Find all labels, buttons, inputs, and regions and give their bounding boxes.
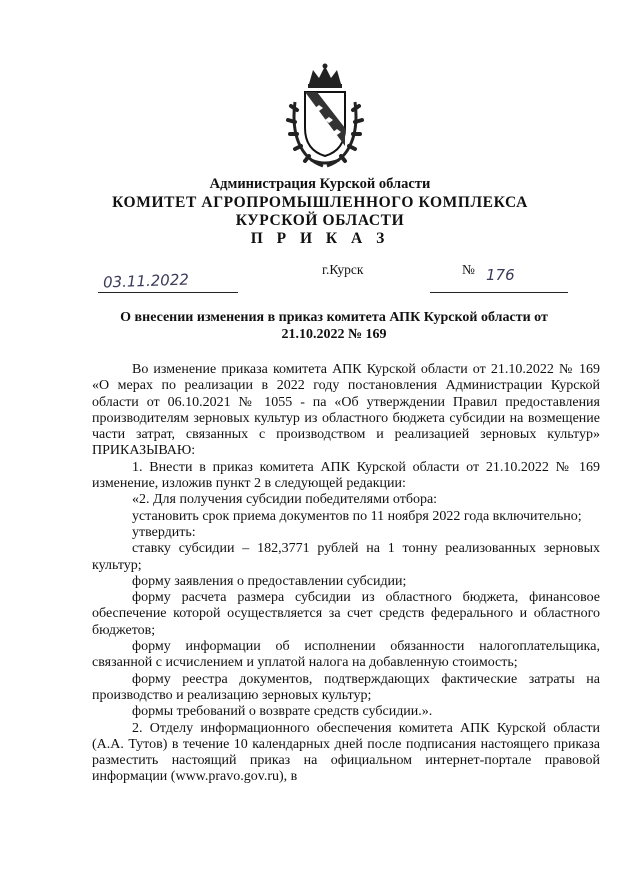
paragraph-form-calculation: форму расчета размера субсидии из областного бюджета, финансовое обеспечение которой осуществляется за счет средств федерального и областного бюджетов; [92,590,600,638]
committee-title: КОМИТЕТ АГРОПРОМЫШЛЕННОГО КОМПЛЕКСА [112,194,528,211]
subject-line-2: 21.10.2022 № 169 [281,327,387,342]
number-underline [430,292,568,293]
administration-title: Администрация Курской области [209,176,431,192]
paragraph-approve: утвердить: [132,524,196,540]
order-body [92,362,600,786]
paragraph-preamble: Во изменение приказа комитета АПК Курской области от 21.10.2022 № 169 «О мерах по реализации в 2022 году постановления Администрации Курской области от 06.10.2021 № 1055 - па «Об утверждении Правил предоставления производителям зерновых культур из областного бюджета субсидии на возмещение части затрат, связанных с производством и реализацией зерновых культур» ПРИКАЗЫВАЮ: [92,362,600,459]
order-number: 176 [486,266,515,284]
number-label: № [462,262,475,277]
order-date: 03.11.2022 [102,270,190,292]
paragraph-form-tax: форму информации об исполнении обязанности налогоплательщика, связанной с исчислением и уплатой налога на добавленную стоимость; [92,639,600,671]
region-title: КУРСКОЙ ОБЛАСТИ [235,212,405,229]
paragraph-item-2: 2. Отделу информационного обеспечения комитета АПК Курской области (А.А. Тутов) в течение 10 календарных дней после подписания настоящего приказа разместить настоящий приказ на официальном интернет-портале правовой информации (www.pravo.gov.ru), в [92,720,600,785]
paragraph-item-2-intro: «2. Для получения субсидии победителями отбора: [132,492,438,508]
paragraph-item-1: 1. Внести в приказ комитета АПК Курской области от 21.10.2022 № 169 изменение, изложив пункт 2 в следующей редакции: [92,459,600,492]
date-underline [98,292,238,293]
document-type: П Р И К А З [250,230,390,247]
city: г.Курск [322,262,364,277]
subject-line-1: О внесении изменения в приказ комитета АПК Курской области от [120,310,548,325]
paragraph-form-refund: формы требований о возврате средств субсидии.». [132,704,433,720]
coat-of-arms-emblem [285,62,365,170]
paragraph-rate: ставку субсидии – 182,3771 рублей на 1 тонну реализованных зерновых культур; [92,541,600,573]
paragraph-form-application: форму заявления о предоставлении субсидии; [132,573,407,589]
paragraph-deadline: установить срок приема документов по 11 ноября 2022 года включительно; [132,508,582,524]
order-subject [90,309,578,343]
paragraph-form-registry: форму реестра документов, подтверждающих фактические затраты на производство и реализацию зерновых культур; [92,671,600,703]
